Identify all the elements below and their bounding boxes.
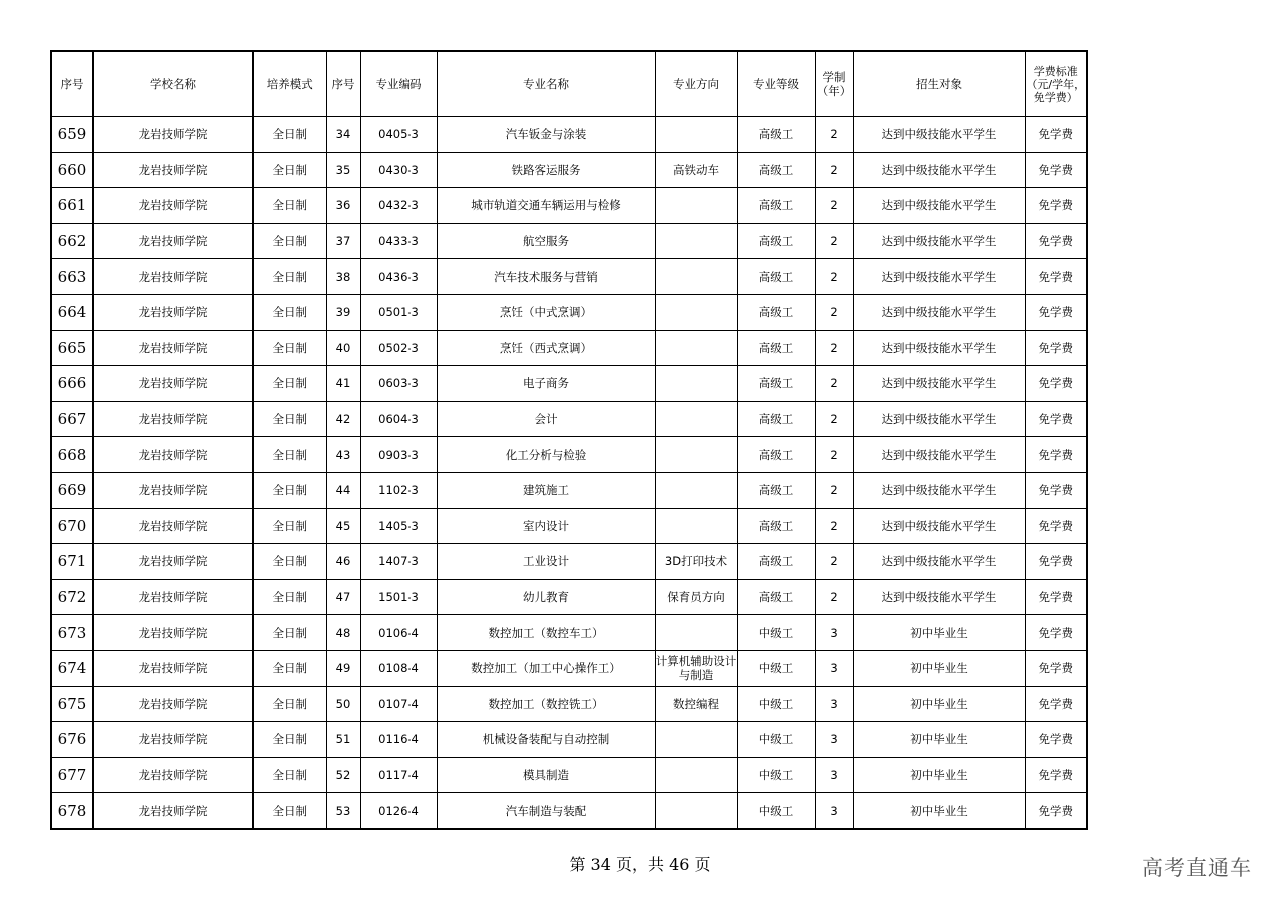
cell-target-students: 达到中级技能水平学生: [853, 366, 1025, 402]
cell-major-name: 会计: [437, 401, 655, 437]
cell-major-code: 1407-3: [360, 544, 437, 580]
cell-major-level: 高级工: [737, 579, 815, 615]
cell-major-level: 中级工: [737, 793, 815, 829]
cell-sub-seq: 47: [326, 579, 360, 615]
table-body: [51, 117, 1087, 829]
cell-duration: 3: [815, 722, 853, 758]
cell-tuition: 免学费: [1025, 330, 1087, 366]
cell-seq: 662: [51, 223, 93, 259]
cell-major-direction: 数控编程: [655, 686, 737, 722]
header-major-direction: 专业方向: [655, 51, 737, 117]
cell-major-name: 建筑施工: [437, 472, 655, 508]
cell-major-code: 0106-4: [360, 615, 437, 651]
cell-duration: 3: [815, 793, 853, 829]
cell-major-direction: [655, 472, 737, 508]
cell-major-level: 中级工: [737, 650, 815, 686]
cell-tuition: 免学费: [1025, 294, 1087, 330]
cell-duration: 2: [815, 330, 853, 366]
cell-tuition: 免学费: [1025, 223, 1087, 259]
cell-target-students: 初中毕业生: [853, 615, 1025, 651]
cell-major-level: 高级工: [737, 330, 815, 366]
cell-tuition: 免学费: [1025, 686, 1087, 722]
cell-tuition: 免学费: [1025, 757, 1087, 793]
cell-training-mode: 全日制: [253, 152, 326, 188]
cell-major-level: 高级工: [737, 259, 815, 295]
cell-tuition: 免学费: [1025, 366, 1087, 402]
header-target-students: 招生对象: [853, 51, 1025, 117]
cell-tuition: 免学费: [1025, 437, 1087, 473]
cell-sub-seq: 38: [326, 259, 360, 295]
cell-target-students: 达到中级技能水平学生: [853, 294, 1025, 330]
cell-major-level: 高级工: [737, 472, 815, 508]
cell-major-level: 高级工: [737, 152, 815, 188]
cell-school-name: 龙岩技师学院: [93, 330, 253, 366]
cell-training-mode: 全日制: [253, 722, 326, 758]
cell-sub-seq: 40: [326, 330, 360, 366]
cell-major-level: 高级工: [737, 294, 815, 330]
cell-major-level: 高级工: [737, 401, 815, 437]
cell-training-mode: 全日制: [253, 615, 326, 651]
cell-training-mode: 全日制: [253, 330, 326, 366]
cell-major-level: 高级工: [737, 508, 815, 544]
cell-training-mode: 全日制: [253, 366, 326, 402]
enrollment-table: [50, 50, 1088, 830]
cell-major-code: 0502-3: [360, 330, 437, 366]
cell-major-level: 高级工: [737, 223, 815, 259]
cell-school-name: 龙岩技师学院: [93, 294, 253, 330]
table-row: [51, 401, 1087, 437]
cell-tuition: 免学费: [1025, 579, 1087, 615]
cell-tuition: 免学费: [1025, 722, 1087, 758]
cell-tuition: 免学费: [1025, 508, 1087, 544]
cell-tuition: 免学费: [1025, 615, 1087, 651]
header-duration: 学制（年）: [815, 51, 853, 117]
header-seq: 序号: [51, 51, 93, 117]
cell-target-students: 达到中级技能水平学生: [853, 579, 1025, 615]
cell-major-name: 模具制造: [437, 757, 655, 793]
cell-training-mode: 全日制: [253, 401, 326, 437]
cell-target-students: 达到中级技能水平学生: [853, 188, 1025, 224]
cell-sub-seq: 52: [326, 757, 360, 793]
table-row: [51, 722, 1087, 758]
table-header-row: [51, 51, 1087, 117]
cell-major-direction: [655, 259, 737, 295]
cell-duration: 2: [815, 294, 853, 330]
header-school-name: 学校名称: [93, 51, 253, 117]
cell-seq: 664: [51, 294, 93, 330]
cell-duration: 2: [815, 544, 853, 580]
cell-major-name: 烹饪（中式烹调）: [437, 294, 655, 330]
table-row: [51, 544, 1087, 580]
cell-training-mode: 全日制: [253, 579, 326, 615]
cell-duration: 2: [815, 152, 853, 188]
cell-target-students: 达到中级技能水平学生: [853, 508, 1025, 544]
cell-school-name: 龙岩技师学院: [93, 223, 253, 259]
table-row: [51, 686, 1087, 722]
cell-sub-seq: 50: [326, 686, 360, 722]
cell-major-level: 高级工: [737, 366, 815, 402]
cell-tuition: 免学费: [1025, 188, 1087, 224]
cell-sub-seq: 34: [326, 117, 360, 153]
cell-major-direction: [655, 330, 737, 366]
cell-seq: 678: [51, 793, 93, 829]
cell-school-name: 龙岩技师学院: [93, 472, 253, 508]
cell-major-direction: [655, 437, 737, 473]
cell-target-students: 初中毕业生: [853, 650, 1025, 686]
cell-duration: 3: [815, 615, 853, 651]
cell-major-code: 1102-3: [360, 472, 437, 508]
cell-target-students: 达到中级技能水平学生: [853, 544, 1025, 580]
cell-major-code: 0433-3: [360, 223, 437, 259]
cell-duration: 2: [815, 401, 853, 437]
cell-sub-seq: 53: [326, 793, 360, 829]
cell-major-direction: [655, 366, 737, 402]
cell-major-direction: [655, 294, 737, 330]
cell-major-code: 0903-3: [360, 437, 437, 473]
table-row: [51, 757, 1087, 793]
cell-tuition: 免学费: [1025, 259, 1087, 295]
cell-sub-seq: 39: [326, 294, 360, 330]
cell-tuition: 免学费: [1025, 152, 1087, 188]
cell-school-name: 龙岩技师学院: [93, 757, 253, 793]
cell-major-name: 汽车制造与装配: [437, 793, 655, 829]
cell-seq: 665: [51, 330, 93, 366]
cell-school-name: 龙岩技师学院: [93, 152, 253, 188]
cell-duration: 2: [815, 259, 853, 295]
cell-training-mode: 全日制: [253, 472, 326, 508]
cell-training-mode: 全日制: [253, 259, 326, 295]
cell-target-students: 达到中级技能水平学生: [853, 401, 1025, 437]
table-row: [51, 117, 1087, 153]
cell-target-students: 初中毕业生: [853, 757, 1025, 793]
table-row: [51, 437, 1087, 473]
cell-seq: 675: [51, 686, 93, 722]
cell-major-direction: [655, 401, 737, 437]
cell-seq: 672: [51, 579, 93, 615]
cell-major-name: 烹饪（西式烹调）: [437, 330, 655, 366]
cell-seq: 663: [51, 259, 93, 295]
table-row: [51, 793, 1087, 829]
cell-major-level: 中级工: [737, 757, 815, 793]
cell-seq: 659: [51, 117, 93, 153]
cell-major-code: 0126-4: [360, 793, 437, 829]
cell-major-name: 汽车钣金与涂装: [437, 117, 655, 153]
table-row: [51, 615, 1087, 651]
page-number: 第 34 页，共 46 页: [569, 855, 711, 874]
cell-major-direction: 3D打印技术: [655, 544, 737, 580]
cell-school-name: 龙岩技师学院: [93, 650, 253, 686]
cell-seq: 670: [51, 508, 93, 544]
cell-training-mode: 全日制: [253, 544, 326, 580]
header-major-level: 专业等级: [737, 51, 815, 117]
cell-major-code: 0430-3: [360, 152, 437, 188]
cell-major-name: 化工分析与检验: [437, 437, 655, 473]
cell-target-students: 达到中级技能水平学生: [853, 259, 1025, 295]
cell-major-code: 0108-4: [360, 650, 437, 686]
cell-target-students: 达到中级技能水平学生: [853, 437, 1025, 473]
cell-duration: 2: [815, 508, 853, 544]
cell-training-mode: 全日制: [253, 223, 326, 259]
cell-major-name: 工业设计: [437, 544, 655, 580]
header-major-code: 专业编码: [360, 51, 437, 117]
cell-major-direction: [655, 508, 737, 544]
cell-school-name: 龙岩技师学院: [93, 508, 253, 544]
cell-major-name: 数控加工（加工中心操作工）: [437, 650, 655, 686]
cell-school-name: 龙岩技师学院: [93, 259, 253, 295]
header-major-name: 专业名称: [437, 51, 655, 117]
cell-school-name: 龙岩技师学院: [93, 401, 253, 437]
table-row: [51, 650, 1087, 686]
cell-major-name: 数控加工（数控车工）: [437, 615, 655, 651]
watermark-text: 高考直通车: [1142, 856, 1252, 880]
cell-major-code: 0432-3: [360, 188, 437, 224]
cell-school-name: 龙岩技师学院: [93, 615, 253, 651]
cell-target-students: 达到中级技能水平学生: [853, 152, 1025, 188]
cell-training-mode: 全日制: [253, 508, 326, 544]
cell-major-direction: [655, 117, 737, 153]
cell-training-mode: 全日制: [253, 437, 326, 473]
cell-sub-seq: 46: [326, 544, 360, 580]
cell-duration: 2: [815, 117, 853, 153]
cell-major-level: 高级工: [737, 544, 815, 580]
cell-major-level: 中级工: [737, 722, 815, 758]
cell-school-name: 龙岩技师学院: [93, 117, 253, 153]
table-row: [51, 579, 1087, 615]
cell-sub-seq: 41: [326, 366, 360, 402]
cell-sub-seq: 42: [326, 401, 360, 437]
cell-major-level: 中级工: [737, 615, 815, 651]
cell-sub-seq: 35: [326, 152, 360, 188]
cell-major-direction: [655, 615, 737, 651]
cell-major-name: 汽车技术服务与营销: [437, 259, 655, 295]
cell-major-direction: [655, 793, 737, 829]
cell-major-name: 航空服务: [437, 223, 655, 259]
cell-major-name: 电子商务: [437, 366, 655, 402]
cell-major-code: 0436-3: [360, 259, 437, 295]
cell-major-name: 室内设计: [437, 508, 655, 544]
cell-major-level: 高级工: [737, 188, 815, 224]
cell-sub-seq: 49: [326, 650, 360, 686]
cell-sub-seq: 43: [326, 437, 360, 473]
cell-target-students: 达到中级技能水平学生: [853, 330, 1025, 366]
cell-sub-seq: 48: [326, 615, 360, 651]
cell-target-students: 达到中级技能水平学生: [853, 223, 1025, 259]
cell-seq: 660: [51, 152, 93, 188]
cell-training-mode: 全日制: [253, 793, 326, 829]
cell-sub-seq: 36: [326, 188, 360, 224]
cell-school-name: 龙岩技师学院: [93, 188, 253, 224]
cell-major-direction: 计算机辅助设计与制造: [655, 650, 737, 686]
cell-seq: 667: [51, 401, 93, 437]
cell-major-name: 铁路客运服务: [437, 152, 655, 188]
cell-seq: 677: [51, 757, 93, 793]
header-sub-seq: 序号: [326, 51, 360, 117]
cell-major-direction: 高铁动车: [655, 152, 737, 188]
cell-major-name: 幼儿教育: [437, 579, 655, 615]
cell-duration: 2: [815, 223, 853, 259]
cell-major-code: 0405-3: [360, 117, 437, 153]
table-row: [51, 294, 1087, 330]
cell-tuition: 免学费: [1025, 117, 1087, 153]
cell-seq: 666: [51, 366, 93, 402]
cell-seq: 668: [51, 437, 93, 473]
cell-major-level: 高级工: [737, 117, 815, 153]
cell-duration: 2: [815, 366, 853, 402]
table-row: [51, 152, 1087, 188]
cell-major-level: 高级工: [737, 437, 815, 473]
cell-training-mode: 全日制: [253, 686, 326, 722]
cell-sub-seq: 44: [326, 472, 360, 508]
cell-school-name: 龙岩技师学院: [93, 722, 253, 758]
cell-sub-seq: 45: [326, 508, 360, 544]
cell-major-level: 中级工: [737, 686, 815, 722]
cell-duration: 3: [815, 757, 853, 793]
cell-school-name: 龙岩技师学院: [93, 544, 253, 580]
cell-major-direction: [655, 757, 737, 793]
cell-duration: 3: [815, 686, 853, 722]
cell-tuition: 免学费: [1025, 793, 1087, 829]
cell-major-code: 0501-3: [360, 294, 437, 330]
table-row: [51, 259, 1087, 295]
cell-training-mode: 全日制: [253, 650, 326, 686]
cell-seq: 676: [51, 722, 93, 758]
cell-training-mode: 全日制: [253, 117, 326, 153]
cell-school-name: 龙岩技师学院: [93, 437, 253, 473]
cell-sub-seq: 51: [326, 722, 360, 758]
cell-seq: 669: [51, 472, 93, 508]
cell-tuition: 免学费: [1025, 401, 1087, 437]
cell-major-code: 0603-3: [360, 366, 437, 402]
table-row: [51, 472, 1087, 508]
cell-target-students: 达到中级技能水平学生: [853, 472, 1025, 508]
cell-training-mode: 全日制: [253, 757, 326, 793]
cell-tuition: 免学费: [1025, 650, 1087, 686]
table-row: [51, 508, 1087, 544]
cell-tuition: 免学费: [1025, 472, 1087, 508]
cell-target-students: 达到中级技能水平学生: [853, 117, 1025, 153]
cell-school-name: 龙岩技师学院: [93, 686, 253, 722]
cell-major-name: 数控加工（数控铣工）: [437, 686, 655, 722]
table-row: [51, 188, 1087, 224]
cell-duration: 2: [815, 472, 853, 508]
cell-major-code: 1405-3: [360, 508, 437, 544]
cell-seq: 671: [51, 544, 93, 580]
cell-major-code: 1501-3: [360, 579, 437, 615]
header-tuition: 学费标准（元/学年，免学费）: [1025, 51, 1087, 117]
cell-duration: 2: [815, 579, 853, 615]
cell-major-code: 0107-4: [360, 686, 437, 722]
cell-major-code: 0116-4: [360, 722, 437, 758]
table-row: [51, 223, 1087, 259]
cell-school-name: 龙岩技师学院: [93, 579, 253, 615]
cell-duration: 2: [815, 188, 853, 224]
cell-sub-seq: 37: [326, 223, 360, 259]
cell-target-students: 初中毕业生: [853, 686, 1025, 722]
cell-major-direction: [655, 223, 737, 259]
cell-major-code: 0117-4: [360, 757, 437, 793]
table-row: [51, 330, 1087, 366]
header-training-mode: 培养模式: [253, 51, 326, 117]
cell-training-mode: 全日制: [253, 294, 326, 330]
cell-seq: 673: [51, 615, 93, 651]
cell-training-mode: 全日制: [253, 188, 326, 224]
cell-target-students: 初中毕业生: [853, 793, 1025, 829]
cell-major-direction: [655, 722, 737, 758]
cell-seq: 674: [51, 650, 93, 686]
cell-duration: 3: [815, 650, 853, 686]
cell-tuition: 免学费: [1025, 544, 1087, 580]
table-row: [51, 366, 1087, 402]
cell-duration: 2: [815, 437, 853, 473]
cell-major-name: 城市轨道交通车辆运用与检修: [437, 188, 655, 224]
cell-major-direction: [655, 188, 737, 224]
cell-seq: 661: [51, 188, 93, 224]
cell-major-code: 0604-3: [360, 401, 437, 437]
cell-school-name: 龙岩技师学院: [93, 793, 253, 829]
cell-major-direction: 保育员方向: [655, 579, 737, 615]
cell-target-students: 初中毕业生: [853, 722, 1025, 758]
cell-major-name: 机械设备装配与自动控制: [437, 722, 655, 758]
cell-school-name: 龙岩技师学院: [93, 366, 253, 402]
